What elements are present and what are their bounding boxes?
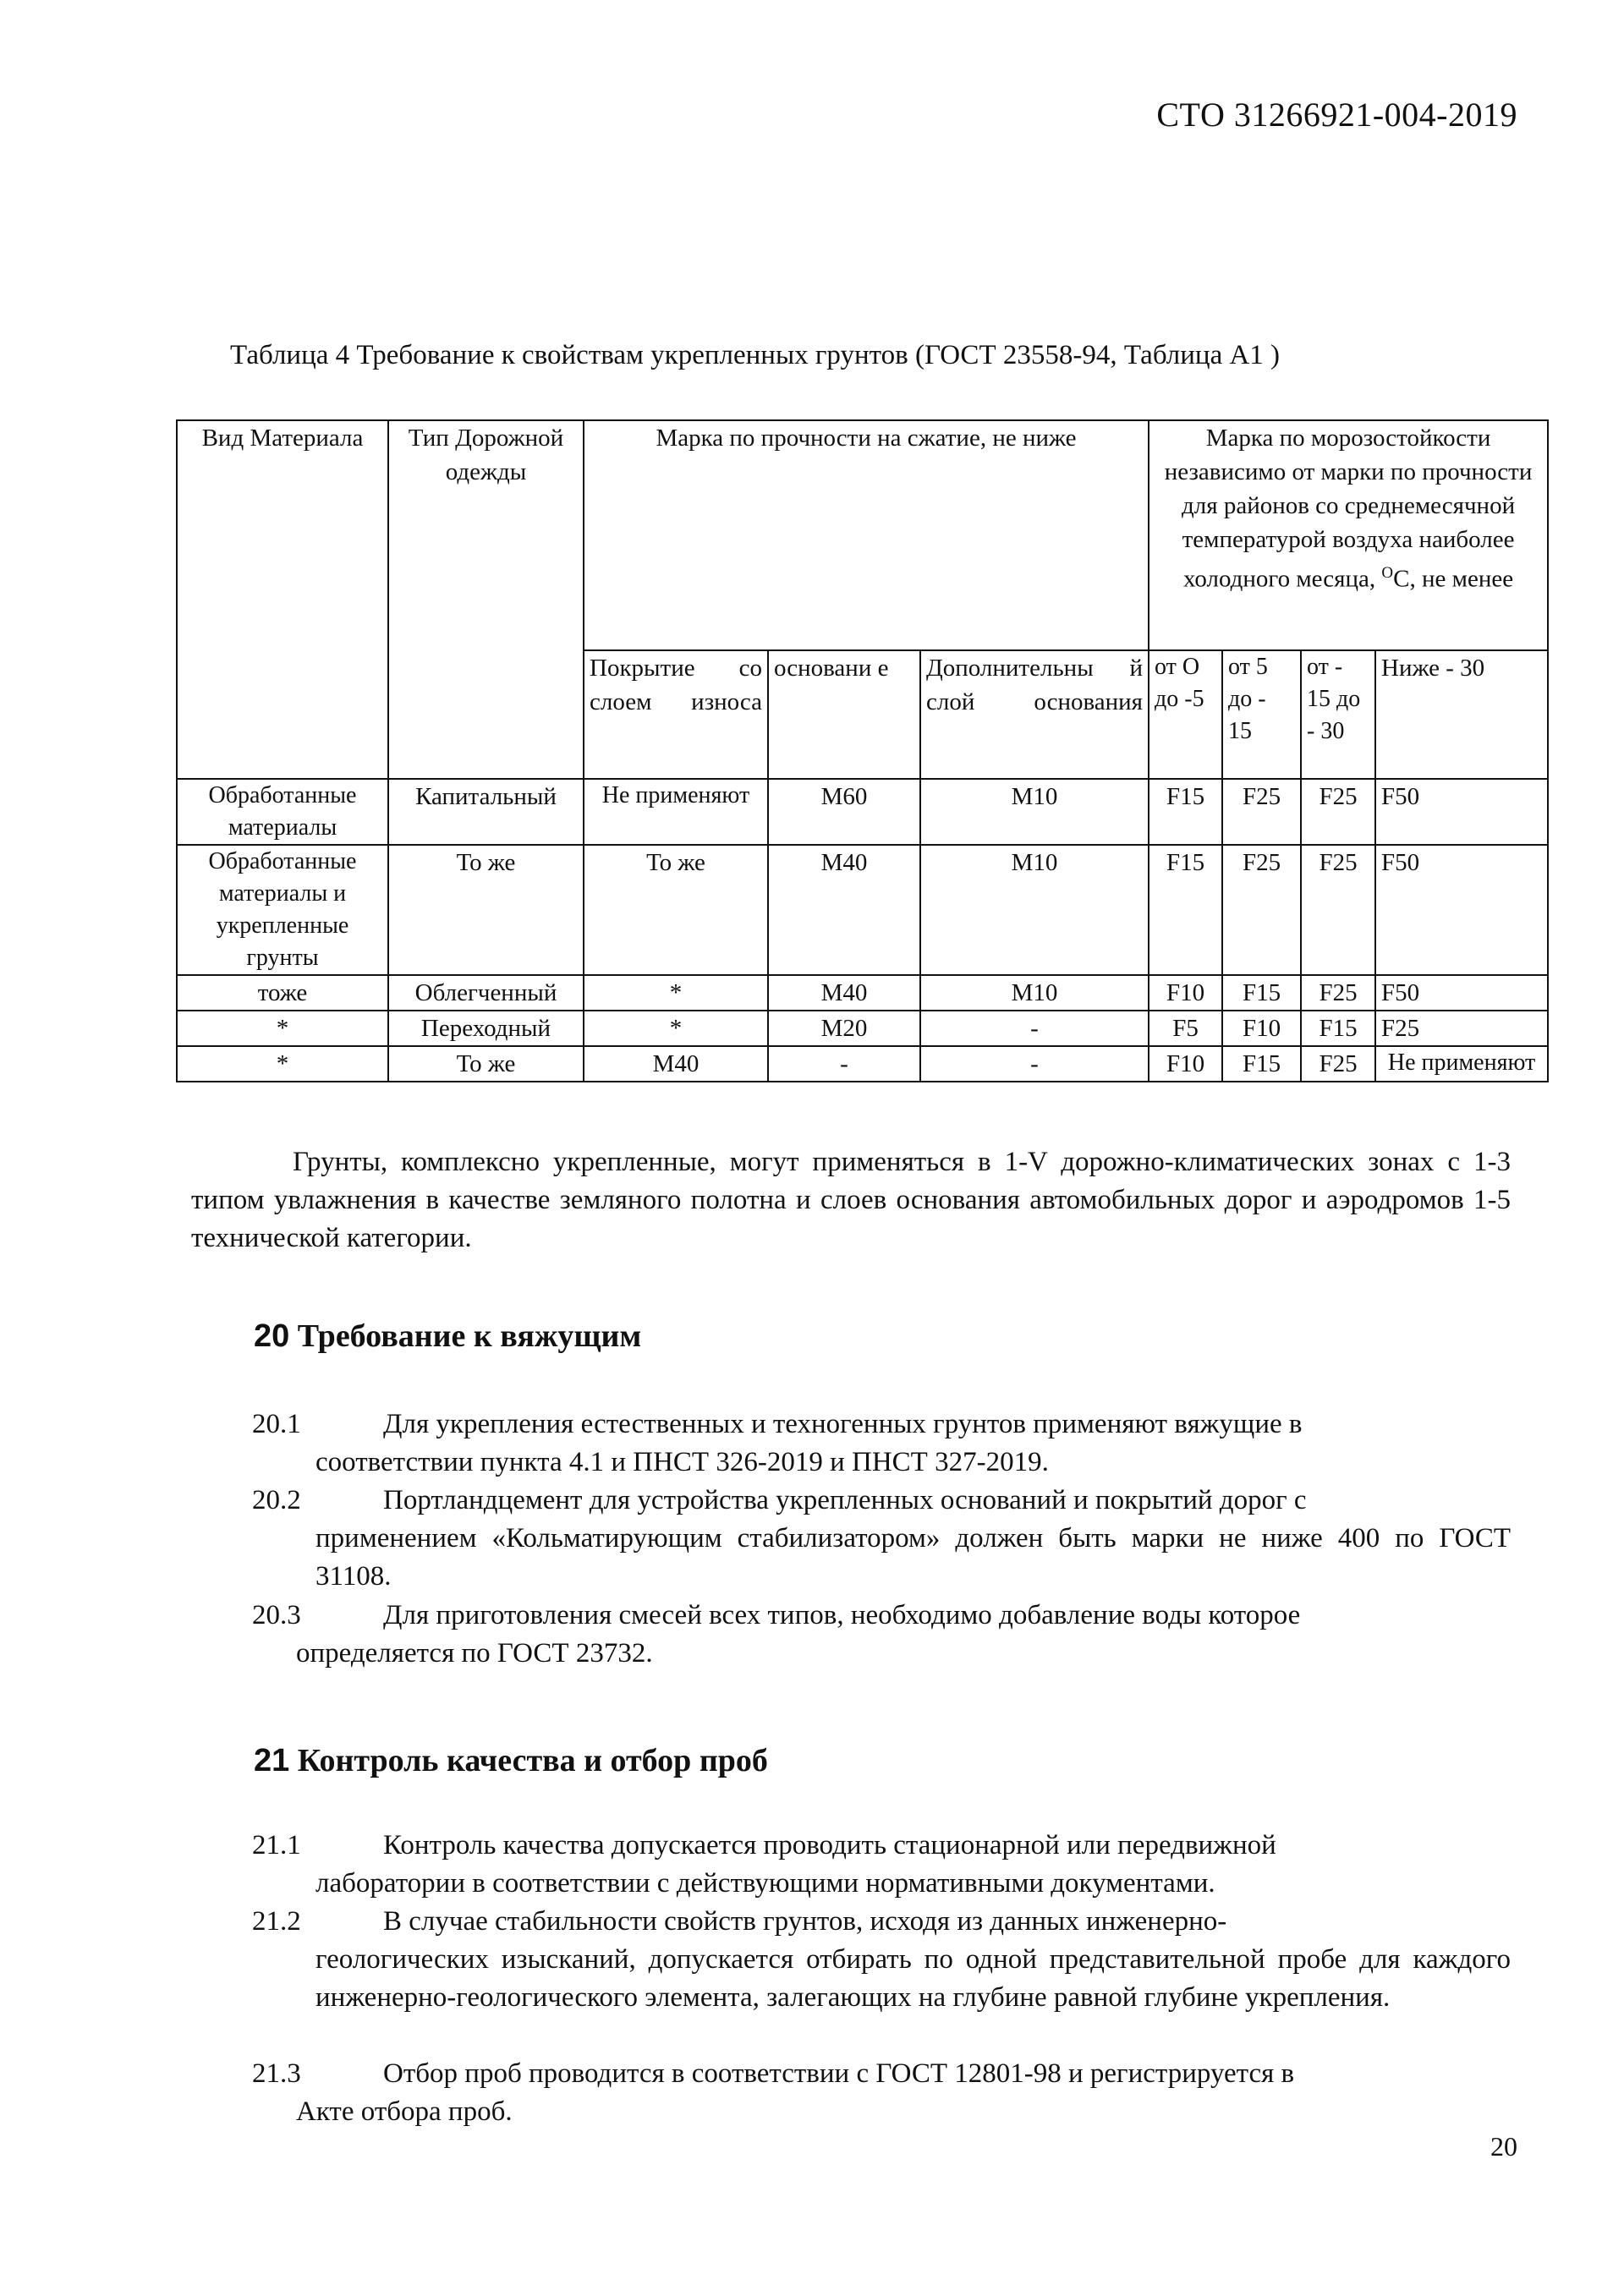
item-text-line1: В случае стабильности свойств грунтов, исходя из данных инженерно- (383, 1906, 1227, 1937)
cell-base: М20 (768, 1011, 920, 1046)
section-21-title: Контроль качества и отбор проб (297, 1743, 768, 1778)
item-text-rest: применением «Кольматирующим стабилизатором» должен быть марки не ниже 400 по ГОСТ 31108. (315, 1523, 1511, 1592)
degree-sup: O (1381, 564, 1394, 582)
cell-material: * (177, 1046, 388, 1082)
cell-cover: Не применяют (584, 779, 768, 845)
cell-pavement: То же (388, 1046, 584, 1082)
section-21-number: 21 (254, 1743, 290, 1778)
subheader-temp-3: от - 15 до - 30 (1301, 650, 1375, 779)
header-frost-unit: С, не менее (1393, 565, 1514, 593)
subheader-temp-1: от О до -5 (1149, 650, 1222, 779)
cell-material: тоже (177, 975, 388, 1011)
cell-t2: F15 (1222, 1046, 1301, 1082)
list-item-21-2 (252, 1903, 1511, 2017)
item-text-rest: геологических изысканий, допускается отбирать по одной представительной пробе для каждого инженерно-геологического элемента, залегающих на глубине равной глубине укрепления. (315, 1944, 1511, 2013)
item-text-rest: Акте отбора проб. (296, 2096, 513, 2127)
table-row (177, 1011, 1548, 1046)
item-text-line1: Контроль качества допускается проводить стационарной или передвижной (383, 1830, 1276, 1860)
cell-t4: F25 (1375, 1011, 1548, 1046)
item-text-rest: определяется по ГОСТ 23732. (296, 1638, 653, 1669)
cell-t1: F10 (1149, 1046, 1222, 1082)
item-text-line1: Портландцемент для устройства укрепленных оснований и покрытий дорог с (383, 1485, 1307, 1515)
cell-t1: F10 (1149, 975, 1222, 1011)
cell-additional: - (920, 1011, 1149, 1046)
table-row (177, 975, 1548, 1011)
cell-t2: F25 (1222, 779, 1301, 845)
cell-material: Обработанные материалы и укрепленные грунты (177, 845, 388, 975)
section-20-heading (254, 1318, 641, 1355)
cell-t1: F15 (1149, 845, 1222, 975)
table-caption: Таблица 4 Требование к свойствам укрепленных грунтов (ГОСТ 23558-94, Таблица А1 ) (230, 340, 1281, 370)
properties-table (176, 419, 1549, 1082)
list-item-21-3 (252, 2055, 1511, 2131)
cell-cover: * (584, 975, 768, 1011)
header-frost-text: Марка по морозостойкости независимо от марки по прочности для районов со среднемесячной температурой воздуха наиболее холодного месяца, (1164, 425, 1533, 593)
cell-t3: F25 (1301, 1046, 1375, 1082)
subheader-temp-2: от 5 до - 15 (1222, 650, 1301, 779)
item-text-line1: Отбор проб проводится в соответствии с ГОСТ 12801-98 и регистрируется в (383, 2058, 1295, 2089)
cell-additional: - (920, 1046, 1149, 1082)
cell-t4: F50 (1375, 975, 1548, 1011)
table-row (177, 845, 1548, 975)
header-strength: Марка по прочности на сжатие, не ниже (584, 420, 1149, 650)
subheader-base: основани е (768, 650, 920, 779)
section-20-title: Требование к вяжущим (297, 1318, 642, 1354)
document-code: СТО 31266921-004-2019 (1156, 96, 1517, 134)
cell-pavement: Переходный (388, 1011, 584, 1046)
subheader-temp-4: Ниже - 30 (1375, 650, 1548, 779)
cell-cover: То же (584, 845, 768, 975)
cell-cover: М40 (584, 1046, 768, 1082)
list-item-20-1 (252, 1406, 1511, 1482)
item-text-rest: соответствии пункта 4.1 и ПНСТ 326-2019 и ПНСТ 327-2019. (315, 1447, 1049, 1477)
item-number: 21.2 (252, 1906, 301, 1937)
cell-additional: М10 (920, 779, 1149, 845)
cell-material: * (177, 1011, 388, 1046)
page-number: 20 (1490, 2131, 1517, 2162)
list-item-20-3 (252, 1597, 1511, 1673)
item-number: 21.1 (252, 1830, 301, 1860)
cell-cover: * (584, 1011, 768, 1046)
subheader-additional: Дополнительны й слой основания (920, 650, 1149, 779)
cell-base: - (768, 1046, 920, 1082)
cell-t2: F10 (1222, 1011, 1301, 1046)
header-frost (1149, 420, 1548, 650)
item-number: 20.2 (252, 1485, 301, 1515)
cell-t1: F5 (1149, 1011, 1222, 1046)
cell-t3: F15 (1301, 1011, 1375, 1046)
table-header-row (177, 420, 1548, 650)
cell-t4: F50 (1375, 845, 1548, 975)
item-text-rest: лаборатории в соответствии с действующими нормативными документами. (315, 1868, 1215, 1899)
header-pavement: Тип Дорожной одежды (388, 420, 584, 779)
item-text-line1: Для укрепления естественных и техногенных грунтов применяют вяжущие в (383, 1409, 1303, 1439)
cell-pavement: Облегченный (388, 975, 584, 1011)
table-row (177, 1046, 1548, 1082)
section-21-heading (254, 1742, 768, 1779)
cell-t3: F25 (1301, 975, 1375, 1011)
cell-t1: F15 (1149, 779, 1222, 845)
cell-base: М40 (768, 845, 920, 975)
cell-t2: F25 (1222, 845, 1301, 975)
cell-t4: Не применяют (1375, 1046, 1548, 1082)
item-text-line1: Для приготовления смесей всех типов, необходимо добавление воды которое (383, 1600, 1301, 1630)
list-item-21-1 (252, 1827, 1511, 1903)
cell-t4: F50 (1375, 779, 1548, 845)
cell-base: М60 (768, 779, 920, 845)
cell-additional: М10 (920, 975, 1149, 1011)
cell-additional: М10 (920, 845, 1149, 975)
body-paragraph: Грунты, комплексно укрепленные, могут применяться в 1-V дорожно-климатических зонах с 1-3 типом увлажнения в качестве земляного полотна и слоев основания автомобильных дорог и аэродромов 1-5 технической категории. (191, 1147, 1511, 1253)
item-number: 20.3 (252, 1600, 301, 1630)
table-row (177, 779, 1548, 845)
header-material: Вид Материала (177, 420, 388, 779)
list-item-20-2 (252, 1482, 1511, 1596)
item-number: 21.3 (252, 2058, 301, 2089)
section-20-number: 20 (254, 1318, 290, 1354)
cell-t3: F25 (1301, 845, 1375, 975)
subheader-cover: Покрытие со слоем износа (584, 650, 768, 779)
cell-pavement: То же (388, 845, 584, 975)
cell-pavement: Капитальный (388, 779, 584, 845)
cell-base: М40 (768, 975, 920, 1011)
cell-t2: F15 (1222, 975, 1301, 1011)
cell-t3: F25 (1301, 779, 1375, 845)
item-number: 20.1 (252, 1409, 301, 1439)
cell-material: Обработанные материалы (177, 779, 388, 845)
